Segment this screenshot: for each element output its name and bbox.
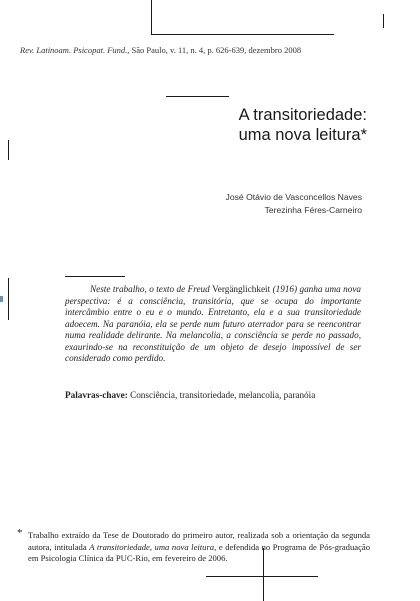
author-list <box>226 191 362 217</box>
crop-mark-left-upper <box>8 140 9 160</box>
author-1: José Otávio de Vasconcellos Naves <box>225 192 362 202</box>
abstract-part-1: Neste trabalho, o texto de Freud <box>90 284 213 294</box>
keywords-label: Palavras-chave <box>65 390 125 400</box>
journal-details: , São Paulo, v. 11, n. 4, p. 626-639, dezembro 2008 <box>127 45 302 55</box>
title-line-2: uma nova leitura* <box>238 126 367 144</box>
keywords-terms: Consciência, transitoriedade, melancolia, paranóia <box>130 390 316 400</box>
title-line-1: A transitoriedade: <box>238 106 367 124</box>
abstract-rule <box>65 276 125 277</box>
journal-name: Rev. Latinoam. Psicopat. Fund. <box>20 45 128 55</box>
footnote-thesis-title: A transitoriedade, uma nova leitura <box>89 541 215 552</box>
keywords <box>65 389 365 401</box>
title-rule <box>166 96 229 97</box>
crop-mark-left-lower <box>8 278 9 320</box>
crop-mark-top-right <box>383 14 384 28</box>
crop-mark-top-horizontal <box>151 34 334 35</box>
footnote-text-1: Trabalho extraído da Tese de Doutorado do primeiro autor, realizada sob a orientação da segunda autora, intitulada <box>28 530 370 552</box>
side-color-mark <box>0 296 3 302</box>
crop-mark-top-vertical <box>151 0 152 35</box>
abstract-part-2: (1916) ganha uma nova perspectiva: é a consciência, transitória, que se ocupa do importante intercâmbio entre o eu e o mundo. Entretanto, ela e a sua transitoriedade adoecem. Na paranóia, ela se perde num futuro aterrador para se reencontrar numa realidade delirante. Na melancolia, a consciência se perde no passado, exaurindo-se na reconstituição de um objeto de desejo impossível de ser considerado como perdido. <box>65 284 361 363</box>
author-2: Terezinha Féres-Carneiro <box>264 205 362 215</box>
article-title <box>239 105 367 145</box>
footnote-text-2: , e defendida no Programa de Pós-graduação em Psicologia Clínica da PUC-Rio, em fevereiro de 2006. <box>28 541 371 563</box>
crop-mark-bottom-horizontal <box>206 576 318 577</box>
footnote-text <box>28 530 370 565</box>
abstract-work-title: Vergänglichkeit <box>212 284 271 294</box>
abstract-text <box>65 284 361 365</box>
keywords-separator: : <box>124 390 131 400</box>
footnote-marker: * <box>17 527 23 539</box>
journal-citation <box>20 45 410 55</box>
